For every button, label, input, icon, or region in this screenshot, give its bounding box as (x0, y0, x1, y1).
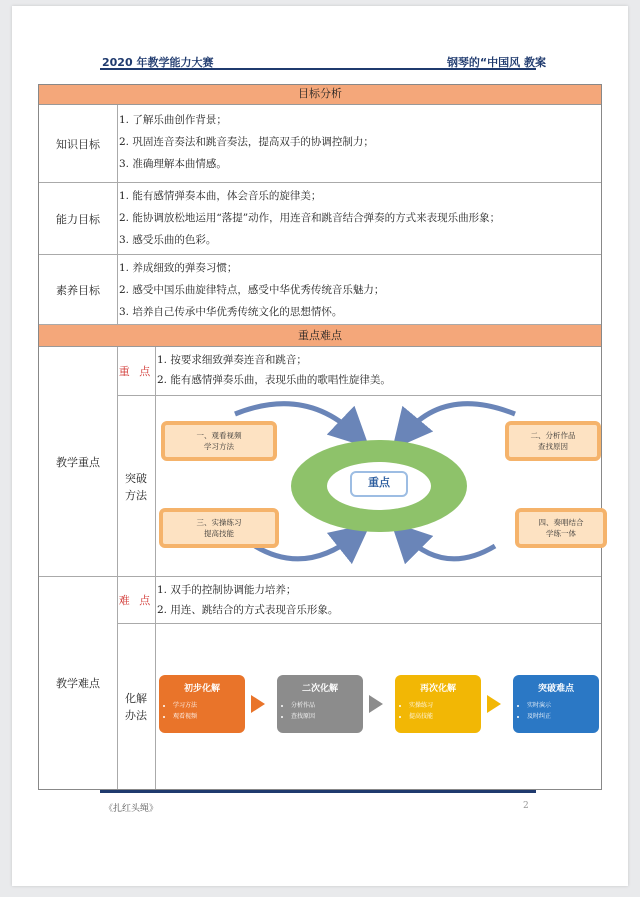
box-line: 提高技能 (204, 529, 234, 538)
literacy-label: 素养目标 (39, 255, 118, 324)
flow-item: • 实时演示 (527, 700, 599, 711)
literacy-items (119, 257, 384, 323)
literacy-item: 2. 感受中国乐曲旋律特点，感受中华优秀传统音乐魅力； (119, 284, 385, 296)
method-box-4 (515, 508, 607, 548)
literacy-item: 3. 培养自己传承中华优秀传统文化的思想情怀。 (119, 306, 343, 318)
flow-arrow (251, 695, 265, 713)
difficult-method-text: 化解办法 (125, 691, 147, 722)
flow-step-2 (277, 675, 363, 733)
box-line: 四、奏唱结合 (538, 518, 584, 527)
knowledge-items (119, 109, 374, 175)
row-literacy (39, 255, 601, 325)
difficult-items (157, 580, 338, 620)
key-items (157, 350, 391, 390)
flow-step-4 (513, 675, 599, 733)
knowledge-label: 知识目标 (39, 105, 118, 182)
footer-rule (100, 790, 536, 793)
flow-title: 再次化解 (419, 684, 456, 694)
key-item: 2. 能有感情弹奏乐曲，表现乐曲的歌唱性旋律美。 (157, 374, 391, 386)
arrow-curve (405, 404, 515, 434)
row-knowledge (39, 105, 601, 183)
flow-title: 二次化解 (301, 684, 338, 694)
header-left: 2020 年教学能力大赛 (102, 56, 214, 69)
box-line: 二、分析作品 (530, 431, 576, 440)
flow-step-1 (159, 675, 245, 733)
center-label: 重点 (368, 476, 390, 489)
box-line: 学习方法 (204, 442, 234, 451)
ability-item: 1. 能有感情弹奏本曲，体会音乐的旋律美； (119, 190, 322, 202)
knowledge-item: 2. 巩固连音奏法和跳音奏法，提高双手的协调控制力； (119, 136, 374, 148)
header-rule (100, 68, 536, 70)
flow-item: • 及时纠正 (527, 711, 599, 722)
ability-items (119, 185, 500, 251)
page-number: 2 (523, 801, 529, 811)
difficult-item: 2. 用连、跳结合的方式表现音乐形象。 (157, 604, 339, 616)
knowledge-item: 1. 了解乐曲创作背景； (119, 114, 227, 126)
method-box-3 (159, 508, 279, 548)
flow-item: • 观看视频 (173, 711, 245, 722)
ability-item: 3. 感受乐曲的色彩。 (119, 234, 217, 246)
flow-step-3 (395, 675, 481, 733)
flow-title: 突破难点 (537, 684, 574, 694)
flow-item: • 提高技能 (409, 711, 481, 722)
flow-item: • 学习方法 (173, 700, 245, 711)
method-box-2 (505, 421, 601, 461)
resolve-flow (157, 675, 603, 737)
key-diagram (155, 396, 603, 577)
box-line: 三、实操练习 (196, 518, 242, 527)
flow-item: • 查找原因 (291, 711, 363, 722)
section-header-key-difficult: 重点难点 (39, 325, 601, 347)
key-item: 1. 按要求细致弹奏连音和跳音； (157, 354, 307, 366)
divider (117, 623, 601, 624)
box-line: 一、观看视频 (196, 431, 242, 440)
difficult-method-label (117, 624, 156, 789)
key-method-label (117, 396, 156, 577)
flow-title: 初步化解 (183, 684, 220, 694)
footer-title: 《扎红头绳》 (104, 804, 159, 814)
literacy-item: 1. 养成细致的弹奏习惯； (119, 262, 238, 274)
row-difficult-point (39, 577, 601, 789)
key-point-label: 重 点 (117, 347, 156, 395)
arrow-curve (405, 536, 495, 559)
method-box-1 (161, 421, 277, 461)
row-key-point (39, 347, 601, 577)
flow-item: • 分析作品 (291, 700, 363, 711)
row-ability (39, 183, 601, 255)
difficult-item: 1. 双手的控制协调能力培养； (157, 584, 297, 596)
flow-item: • 实操练习 (409, 700, 481, 711)
ability-item: 2. 能协调放松地运用“落提”动作，用连音和跳音结合弹奏的方式来表现乐曲形象； (119, 212, 501, 224)
box-line: 学练一体 (546, 529, 576, 538)
difficult-label: 教学难点 (39, 577, 118, 789)
flow-arrow (369, 695, 383, 713)
flow-arrow (487, 695, 501, 713)
difficult-point-label: 难 点 (117, 577, 156, 623)
key-method-text: 突破方法 (125, 471, 147, 502)
box-line: 查找原因 (538, 442, 568, 451)
lesson-table (38, 84, 602, 790)
key-label: 教学重点 (39, 347, 118, 576)
section-header-goals: 目标分析 (39, 85, 601, 105)
ability-label: 能力目标 (39, 183, 118, 254)
header-right: 钢琴的“中国风 教案 (446, 56, 546, 69)
knowledge-item: 3. 准确理解本曲情感。 (119, 158, 227, 170)
